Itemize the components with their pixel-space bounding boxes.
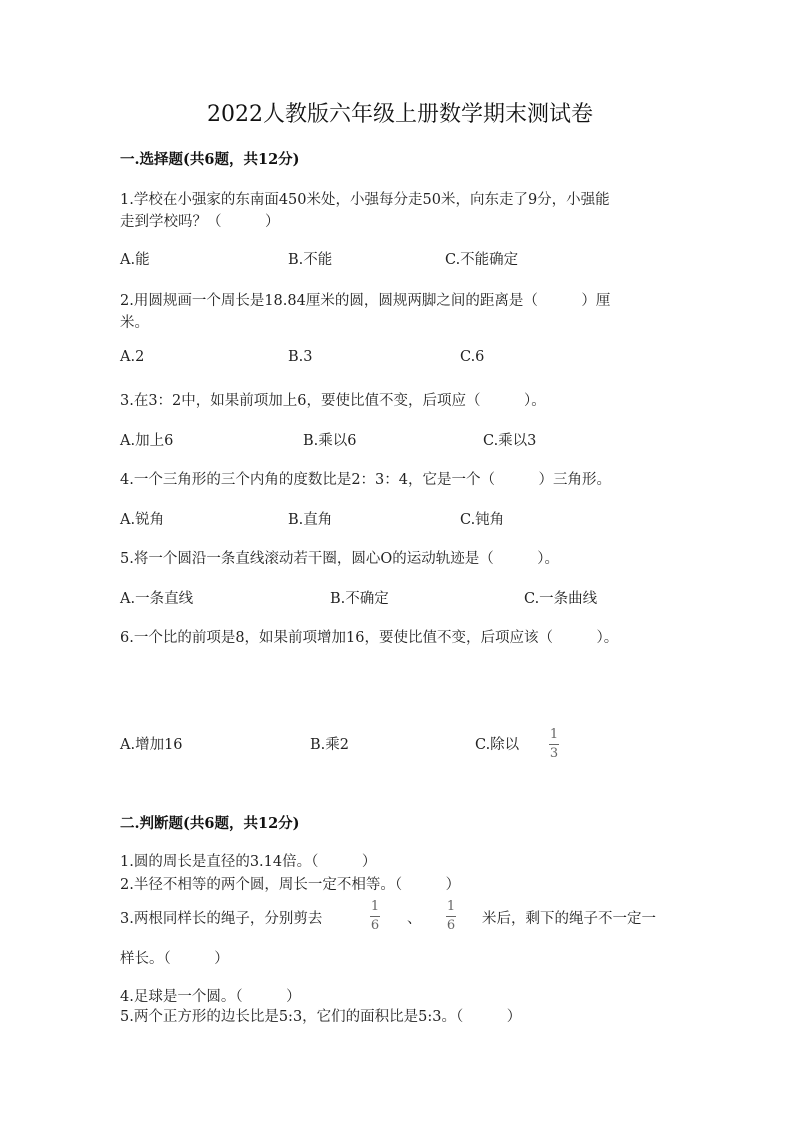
option-c: C.除以 (475, 737, 520, 753)
option-b: B.直角 (288, 512, 333, 528)
fraction-one-sixth (370, 900, 380, 933)
question-text: 米后，剩下的绳子不一定一 (482, 911, 656, 927)
option-a: A.2 (120, 349, 145, 365)
judgment-question-4: 4.足球是一个圆。（ ） (120, 989, 301, 1005)
question-text: 3.两根同样长的绳子，分别剪去 (120, 911, 323, 927)
fraction-denominator: 6 (446, 918, 456, 933)
question-text: 3.在3：2中，如果前项加上6，要使比值不变，后项应（ ）。 (120, 393, 546, 409)
fraction-bar (549, 744, 559, 745)
question-text: 米。 (120, 315, 149, 331)
fraction-bar (370, 916, 380, 917)
option-a: A.增加16 (120, 737, 183, 753)
option-b: B.3 (288, 349, 313, 365)
judgment-question-2: 2.半径不相等的两个圆，周长一定不相等。（ ） (120, 877, 461, 893)
question-text: 5.将一个圆沿一条直线滚动若干圈，圆心O的运动轨迹是（ ）。 (120, 551, 559, 567)
section-heading-choice: 一.选择题(共6题，共12分) (120, 151, 300, 168)
fraction-denominator: 6 (370, 918, 380, 933)
question-text: 样长。（ ） (120, 951, 229, 967)
page-title: 2022人教版六年级上册数学期末测试卷 (207, 102, 593, 127)
question-text: 6.一个比的前项是8，如果前项增加16，要使比值不变，后项应该（ ）。 (120, 630, 619, 646)
option-c: C.钝角 (460, 512, 505, 528)
option-a: A.能 (120, 252, 150, 268)
judgment-question-1: 1.圆的周长是直径的3.14倍。（ ） (120, 854, 377, 870)
option-c: C.6 (460, 349, 485, 365)
question-text: 1.学校在小强家的东南面450米处，小强每分走50米，向东走了9分，小强能 (120, 192, 610, 208)
fraction-numerator: 1 (446, 899, 456, 914)
fraction-numerator: 1 (370, 899, 380, 914)
separator-text: 、 (407, 911, 422, 927)
option-a: A.一条直线 (120, 591, 194, 607)
fraction-one-third (549, 728, 559, 761)
fraction-one-sixth (446, 900, 456, 933)
option-a: A.锐角 (120, 512, 165, 528)
question-text: 2.用圆规画一个周长是18.84厘米的圆，圆规两脚之间的距离是（ ）厘 (120, 293, 611, 309)
option-b: B.不确定 (330, 591, 389, 607)
question-text: 走到学校吗？（ ） (120, 214, 280, 230)
judgment-question-5: 5.两个正方形的边长比是5:3，它们的面积比是5:3。（ ） (120, 1009, 522, 1025)
section-heading-judgment: 二.判断题(共6题，共12分) (120, 815, 300, 832)
option-c: C.一条曲线 (524, 591, 598, 607)
option-b: B.乘以6 (303, 433, 357, 449)
fraction-denominator: 3 (549, 746, 559, 761)
fraction-numerator: 1 (549, 727, 559, 742)
option-b: B.乘2 (310, 737, 349, 753)
fraction-bar (446, 916, 456, 917)
option-c: C.不能确定 (445, 252, 519, 268)
question-text: 4.一个三角形的三个内角的度数比是2：3：4，它是一个（ ）三角形。 (120, 472, 612, 488)
option-a: A.加上6 (120, 433, 174, 449)
option-c: C.乘以3 (483, 433, 537, 449)
option-b: B.不能 (288, 252, 333, 268)
